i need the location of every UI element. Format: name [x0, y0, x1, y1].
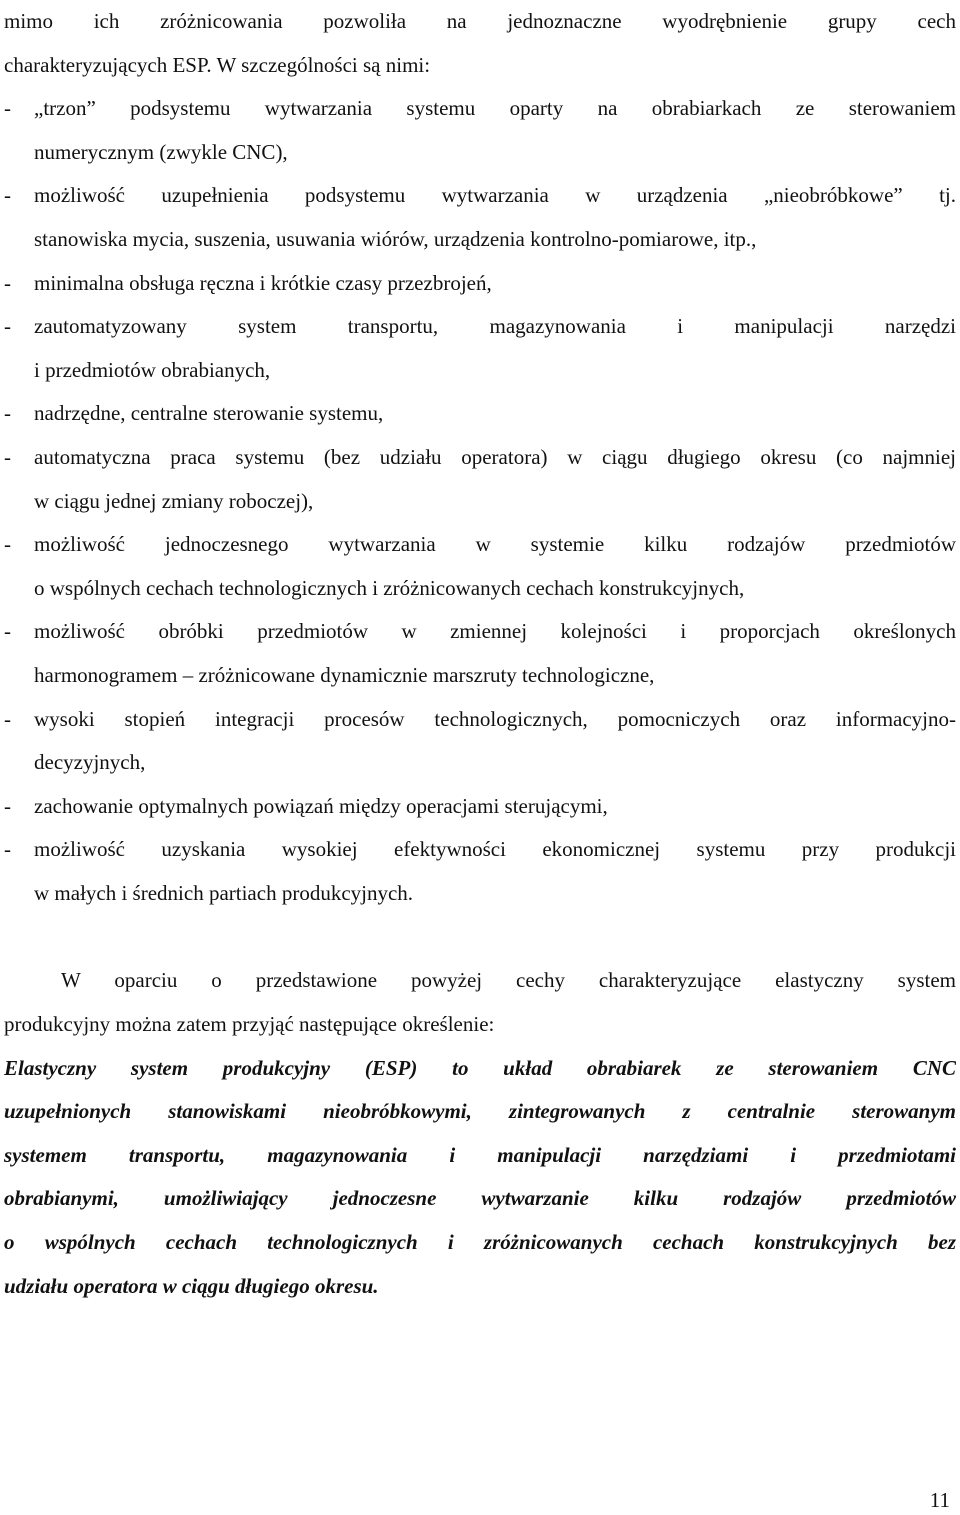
definition-line: uzupełnionych stanowiskami nieobróbkowymi, zintegrowanych z centralnie sterowanym — [4, 1099, 956, 1124]
list-item-text: wysoki stopień integracji procesów technologicznych, pomocniczych oraz informacyjno- — [34, 706, 956, 731]
list-item-continuation: w ciągu jednej zmiany roboczej), — [34, 488, 314, 513]
list-dash: - — [4, 619, 11, 644]
list-item — [4, 87, 956, 131]
list-dash: - — [4, 837, 11, 862]
list-dash: - — [4, 706, 11, 731]
list-item-text: zachowanie optymalnych powiązań między operacjami sterującymi, — [34, 793, 608, 818]
list-item — [4, 698, 956, 742]
definition-line: obrabianymi, umożliwiający jednoczesne wytwarzanie kilku rodzajów przedmiotów — [4, 1186, 956, 1211]
list-item — [4, 523, 956, 567]
definition-line: Elastyczny system produkcyjny (ESP) to układ obrabiarek ze sterowaniem CNC — [4, 1055, 956, 1080]
list-item — [4, 262, 956, 306]
list-item-continuation: o wspólnych cechach technologicznych i zróżnicowanych cechach konstrukcyjnych, — [34, 575, 745, 600]
document-page — [4, 0, 956, 1308]
list-dash: - — [4, 183, 11, 208]
list-item-text: „trzon” podsystemu wytwarzania systemu oparty na obrabiarkach ze sterowaniem — [34, 96, 956, 121]
definition-line: udziału operatora w ciągu długiego okresu. — [4, 1273, 379, 1298]
list-dash: - — [4, 401, 11, 426]
list-item-text: możliwość uzupełnienia podsystemu wytwarzania w urządzenia „nieobróbkowe” tj. — [34, 183, 956, 208]
list-item-continuation: w małych i średnich partiach produkcyjnych. — [34, 880, 414, 905]
list-item-continuation: harmonogramem – zróżnicowane dynamicznie marszruty technologiczne, — [34, 662, 655, 687]
summary-line: W oparciu o przedstawione powyżej cechy charakteryzujące elastyczny system — [61, 968, 956, 993]
page-number: 11 — [929, 1488, 950, 1512]
list-item-text: automatyczna praca systemu (bez udziału operatora) w ciągu długiego okresu (co najmniej — [34, 444, 956, 469]
list-item-continuation: numerycznym (zwykle CNC), — [34, 139, 288, 164]
summary-line: produkcyjny można zatem przyjąć następujące określenie: — [4, 1012, 495, 1037]
list-dash: - — [4, 96, 11, 121]
list-item-continuation: stanowiska mycia, suszenia, usuwania wiórów, urządzenia kontrolno-pomiarowe, itp., — [34, 226, 757, 251]
list-dash: - — [4, 793, 11, 818]
list-item-text: możliwość jednoczesnego wytwarzania w systemie kilku rodzajów przedmiotów — [34, 532, 956, 557]
list-item-continuation: decyzyjnych, — [34, 750, 146, 775]
list-item — [4, 436, 956, 480]
intro-line: mimo ich zróżnicowania pozwoliła na jednoznaczne wyodrębnienie grupy cech — [4, 9, 956, 33]
list-item-text: możliwość obróbki przedmiotów w zmiennej kolejności i proporcjach określonych — [34, 619, 956, 644]
list-item-text: nadrzędne, centralne sterowanie systemu, — [34, 401, 384, 426]
list-item-continuation: i przedmiotów obrabianych, — [34, 357, 271, 382]
list-item — [4, 305, 956, 349]
list-dash: - — [4, 532, 11, 557]
paragraph-gap — [4, 915, 956, 959]
list-item — [4, 785, 956, 829]
list-item — [4, 610, 956, 654]
list-dash: - — [4, 314, 11, 339]
definition-line: o wspólnych cechach technologicznych i zróżnicowanych cechach konstrukcyjnych bez — [4, 1230, 956, 1255]
list-dash: - — [4, 270, 11, 295]
definition-line: systemem transportu, magazynowania i manipulacji narzędziami i przedmiotami — [4, 1142, 956, 1167]
list-item — [4, 174, 956, 218]
list-item — [4, 828, 956, 872]
list-item-text: możliwość uzyskania wysokiej efektywności ekonomicznej systemu przy produkcji — [34, 837, 956, 862]
list-item-text: zautomatyzowany system transportu, magazynowania i manipulacji narzędzi — [34, 314, 956, 339]
intro-line: charakteryzujących ESP. W szczególności są nimi: — [4, 52, 431, 77]
list-item-text: minimalna obsługa ręczna i krótkie czasy przezbrojeń, — [34, 270, 492, 295]
list-dash: - — [4, 444, 11, 469]
list-item — [4, 392, 956, 436]
